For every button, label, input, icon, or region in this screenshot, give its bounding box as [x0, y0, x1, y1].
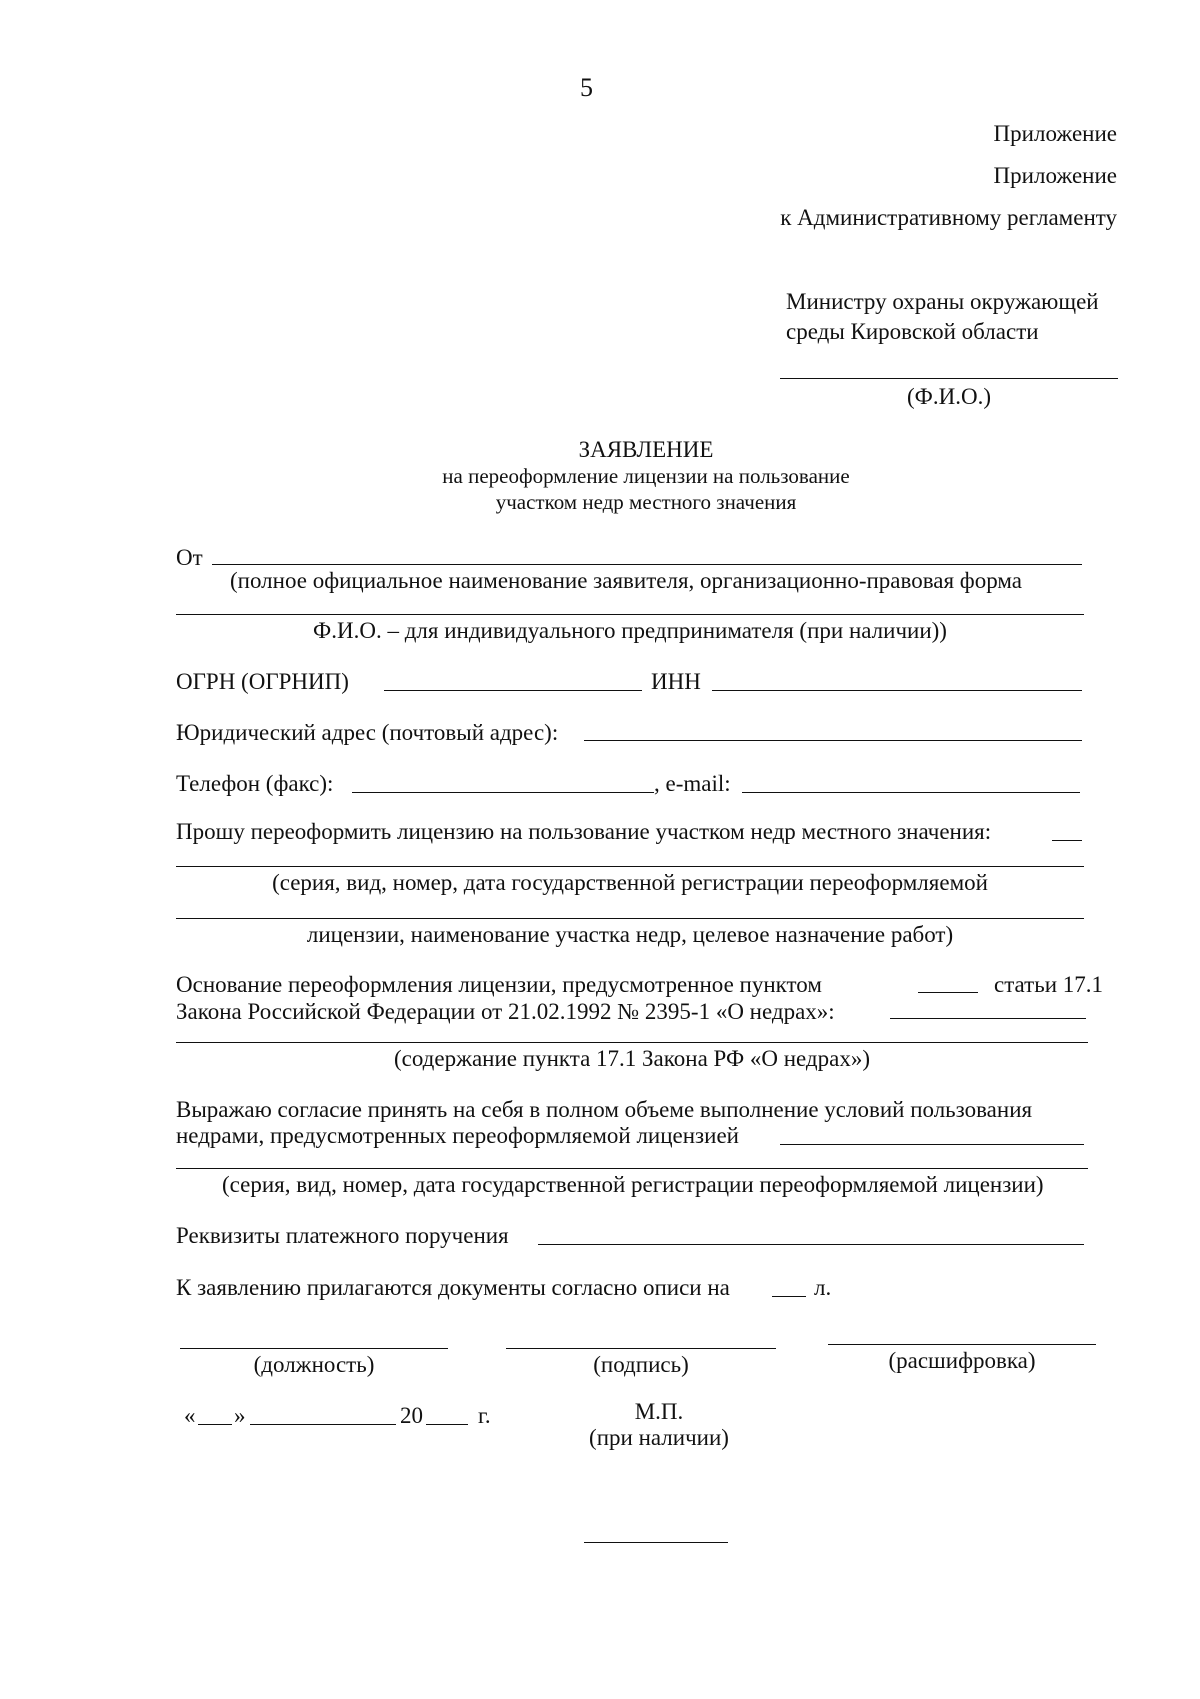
request-caption-2: лицензии, наименование участка недр, целевое назначение работ) — [306, 922, 954, 947]
address-field[interactable] — [584, 740, 1082, 741]
consent-text-1: Выражаю согласие принять на себя в полном объеме выполнение условий пользования — [176, 1097, 1033, 1122]
phone-label: Телефон (факс): — [176, 771, 334, 796]
document-subtitle-2: участком недр местного значения — [495, 490, 797, 514]
position-line[interactable] — [180, 1348, 448, 1349]
ogrn-label: ОГРН (ОГРНИП) — [176, 669, 349, 694]
stamp-label: М.П. — [634, 1399, 684, 1424]
date-month-field[interactable] — [250, 1424, 396, 1425]
attachments-pages-unit: л. — [814, 1275, 832, 1300]
consent-caption: (серия, вид, номер, дата государственной регистрации переоформляемой лицензии) — [222, 1172, 1044, 1197]
applicant-caption-1: (полное официальное наименование заявителя, организационно-правовая форма — [230, 568, 1022, 593]
request-field-inline[interactable] — [1052, 840, 1082, 841]
date-year-field[interactable] — [426, 1424, 468, 1425]
signature-caption: (подпись) — [593, 1352, 689, 1377]
email-field[interactable] — [742, 792, 1080, 793]
payment-label: Реквизиты платежного поручения — [176, 1223, 509, 1248]
document-title: ЗАЯВЛЕНИЕ — [578, 437, 714, 462]
inn-field[interactable] — [712, 690, 1082, 691]
appendix-label-1: Приложение — [993, 121, 1117, 146]
stamp-note: (при наличии) — [589, 1425, 729, 1450]
email-label: , e-mail: — [654, 771, 731, 796]
ogrn-field[interactable] — [384, 690, 642, 691]
request-text: Прошу переоформить лицензию на пользование участком недр местного значения: — [176, 819, 992, 844]
fio-caption: (Ф.И.О.) — [907, 384, 991, 409]
consent-field-inline[interactable] — [780, 1144, 1084, 1145]
inn-label: ИНН — [651, 669, 701, 694]
from-label: От — [176, 545, 203, 570]
basis-caption: (содержание пункта 17.1 Закона РФ «О недрах») — [393, 1046, 871, 1071]
date-close-quote: » — [234, 1403, 246, 1428]
date-year-prefix: 20 — [400, 1403, 423, 1428]
attachments-pages-field[interactable] — [772, 1296, 806, 1297]
basis-text-1a: Основание переоформления лицензии, предусмотренное пунктом — [176, 972, 822, 997]
regulation-reference: к Административному регламенту — [780, 205, 1117, 230]
request-field-line-2[interactable] — [176, 918, 1084, 919]
signature-line[interactable] — [506, 1348, 776, 1349]
addressee-line-2: среды Кировской области — [786, 319, 1039, 344]
date-day-field[interactable] — [198, 1424, 232, 1425]
position-caption: (должность) — [253, 1352, 375, 1377]
payment-field[interactable] — [538, 1244, 1084, 1245]
basis-field-inline[interactable] — [890, 1018, 1086, 1019]
phone-field[interactable] — [352, 792, 654, 793]
closing-rule — [584, 1542, 728, 1543]
addressee-line-1: Министру охраны окружающей — [786, 289, 1099, 314]
date-year-suffix: г. — [478, 1403, 491, 1428]
address-label: Юридический адрес (почтовый адрес): — [176, 720, 559, 745]
basis-text-2: Закона Российской Федерации от 21.02.1992 № 2395-1 «О недрах»: — [176, 999, 835, 1024]
request-caption-1: (серия, вид, номер, дата государственной регистрации переоформляемой — [272, 870, 988, 895]
applicant-name-line-2[interactable] — [176, 614, 1084, 615]
fio-underline — [780, 378, 1118, 379]
consent-text-2: недрами, предусмотренных переоформляемой лицензией — [176, 1123, 739, 1148]
consent-field-line[interactable] — [176, 1168, 1088, 1169]
decoding-caption: (расшифровка) — [888, 1348, 1036, 1373]
applicant-name-line[interactable] — [212, 564, 1082, 565]
page-number: 5 — [580, 73, 593, 102]
request-field-line-1[interactable] — [176, 866, 1084, 867]
basis-text-1b: статьи 17.1 — [994, 972, 1104, 997]
decoding-line[interactable] — [828, 1344, 1096, 1345]
attachments-text: К заявлению прилагаются документы согласно описи на — [176, 1275, 730, 1300]
applicant-caption-2: Ф.И.О. – для индивидуального предпринимателя (при наличии)) — [313, 618, 947, 643]
document-subtitle-1: на переоформление лицензии на пользование — [442, 464, 850, 488]
date-open-quote: « — [184, 1403, 196, 1428]
basis-field-line[interactable] — [176, 1042, 1088, 1043]
appendix-label-2: Приложение — [993, 163, 1117, 188]
basis-clause-field[interactable] — [918, 992, 978, 993]
